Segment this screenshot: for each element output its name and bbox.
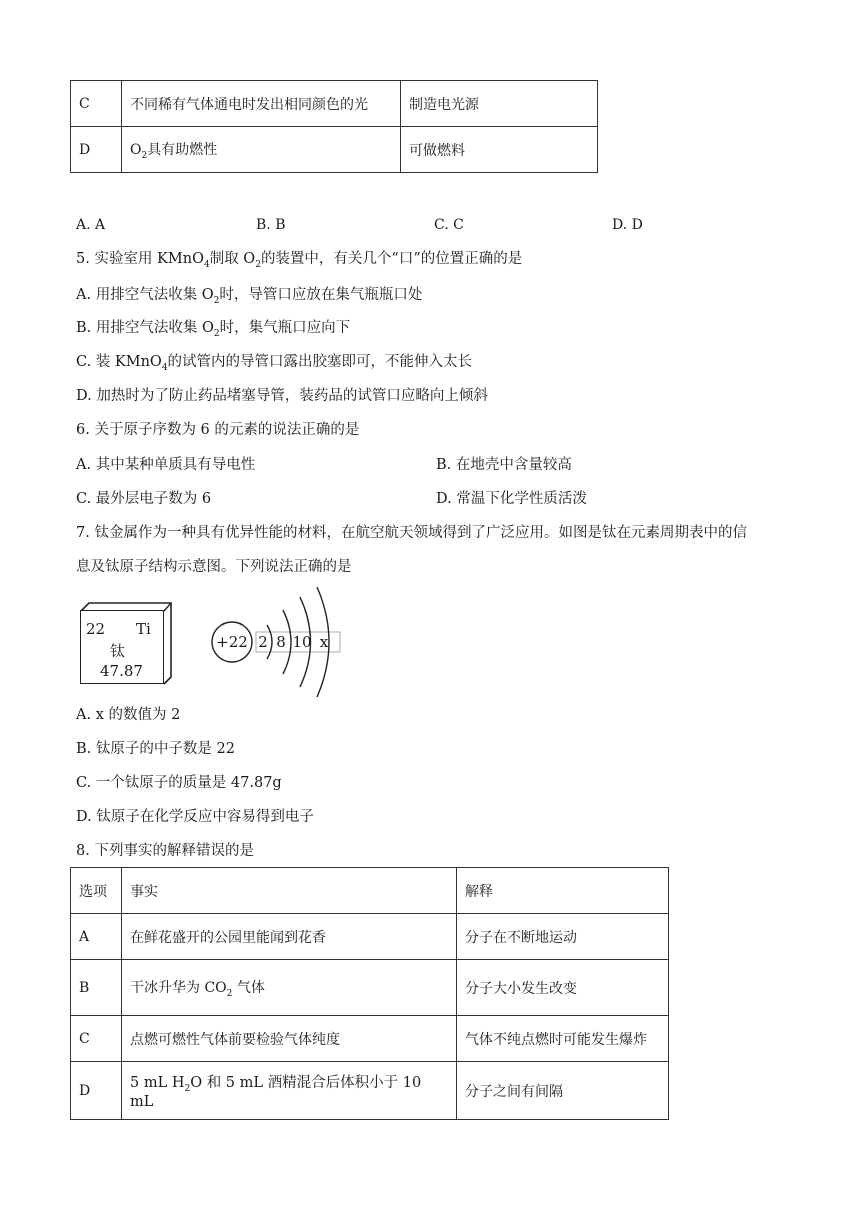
q5-option-a[interactable]: A. 用排空气法收集 $O_2$时，导管口应放在集气瓶瓶口处 [76, 287, 423, 306]
q8-stem: 8. 下列事实的解释错误的是 [76, 843, 254, 859]
option-cell: A [71, 914, 122, 960]
option-cell: D [71, 1062, 122, 1120]
table-row [71, 1062, 669, 1120]
question4-table [70, 80, 598, 173]
fact-cell: 点燃可燃性气体前要检验气体纯度 [122, 1016, 457, 1062]
use-cell: 制造电光源 [401, 81, 598, 127]
q6-option-d[interactable]: D. 常温下化学性质活泼 [436, 491, 587, 507]
table-row [71, 914, 669, 960]
q5-stem: 5. 实验室用 KMnO$_4$制取 $O_2$的装置中，有关几个“口”的位置正确的是 [76, 251, 523, 270]
atomic-number: 22 [86, 620, 106, 638]
q7-option-d[interactable]: D. 钛原子在化学反应中容易得到电子 [76, 809, 314, 825]
content-cell [122, 127, 401, 173]
shell-electrons-1: 2 [258, 633, 268, 651]
q7-option-b[interactable]: B. 钛原子的中子数是 22 [76, 741, 235, 757]
explain-cell: 分子在不断地运动 [457, 914, 669, 960]
table-row [71, 960, 669, 1016]
q6-option-b[interactable]: B. 在地壳中含量较高 [436, 457, 572, 473]
option-cell: D [71, 127, 122, 173]
header-fact: 事实 [122, 868, 457, 914]
formula: O [130, 141, 142, 158]
q6-stem: 6. 关于原子序数为 6 的元素的说法正确的是 [76, 422, 360, 438]
content-cell: 不同稀有气体通电时发出相同颜色的光 [122, 81, 401, 127]
q7-option-a[interactable]: A. x 的数值为 2 [76, 707, 181, 723]
fact-cell: 干冰升华为 $CO_2$ 气体 [122, 960, 457, 1016]
q5-option-d[interactable]: D. 加热时为了防止药品堵塞导管，装药品的试管口应略向上倾斜 [76, 388, 488, 404]
q4-option-a[interactable]: A. A [76, 217, 106, 233]
q4-option-b[interactable]: B. B [256, 217, 286, 233]
explain-cell: 气体不纯点燃时可能发生爆炸 [457, 1016, 669, 1062]
header-explain: 解释 [457, 868, 669, 914]
table-row [71, 81, 598, 127]
nucleus-charge: +22 [216, 633, 248, 651]
q4-option-c[interactable]: C. C [434, 217, 464, 233]
content-text: 具有助燃性 [147, 141, 218, 158]
explain-cell: 分子大小发生改变 [457, 960, 669, 1016]
table-header-row [71, 868, 669, 914]
fact-cell: 在鲜花盛开的公园里能闻到花香 [122, 914, 457, 960]
q7-stem-line1: 7. 钛金属作为一种具有优异性能的材料，在航空航天领域得到了广泛应用。如图是钛在元素周期表中的信 [76, 525, 747, 541]
option-cell: B [71, 960, 122, 1016]
shell-electrons-3: 10 [292, 633, 312, 651]
shell-electrons-2: 8 [276, 633, 286, 651]
option-cell: C [71, 81, 122, 127]
q5-option-c[interactable]: C. 装 KMnO$_4$的试管内的导管口露出胶塞即可，不能伸入太长 [76, 354, 473, 373]
option-cell: C [71, 1016, 122, 1062]
subscript: 2 [141, 150, 148, 161]
q6-option-a[interactable]: A. 其中某种单质具有导电性 [76, 457, 256, 473]
use-cell: 可做燃料 [401, 127, 598, 173]
periodic-table-cell [80, 602, 170, 684]
question8-table [70, 867, 669, 1120]
element-symbol: Ti [136, 620, 151, 638]
atom-structure-diagram [205, 585, 345, 700]
q5-option-b[interactable]: B. 用排空气法收集 $O_2$时，集气瓶口应向下 [76, 320, 351, 339]
header-option: 选项 [71, 868, 122, 914]
element-name: 钛 [110, 642, 126, 660]
atomic-mass: 47.87 [100, 662, 143, 680]
explain-cell: 分子之间有间隔 [457, 1062, 669, 1120]
table-row [71, 127, 598, 173]
shell-electrons-4: x [319, 633, 329, 651]
q7-stem-line2: 息及钛原子结构示意图。下列说法正确的是 [76, 559, 352, 575]
table-row [71, 1016, 669, 1062]
q4-option-d[interactable]: D. D [612, 217, 643, 233]
q6-option-c[interactable]: C. 最外层电子数为 6 [76, 491, 212, 507]
q7-option-c[interactable]: C. 一个钛原子的质量是 47.87g [76, 775, 282, 791]
fact-cell: 5 mL $H_2O$ 和 5 mL 酒精混合后体积小于 10 mL [122, 1062, 457, 1120]
